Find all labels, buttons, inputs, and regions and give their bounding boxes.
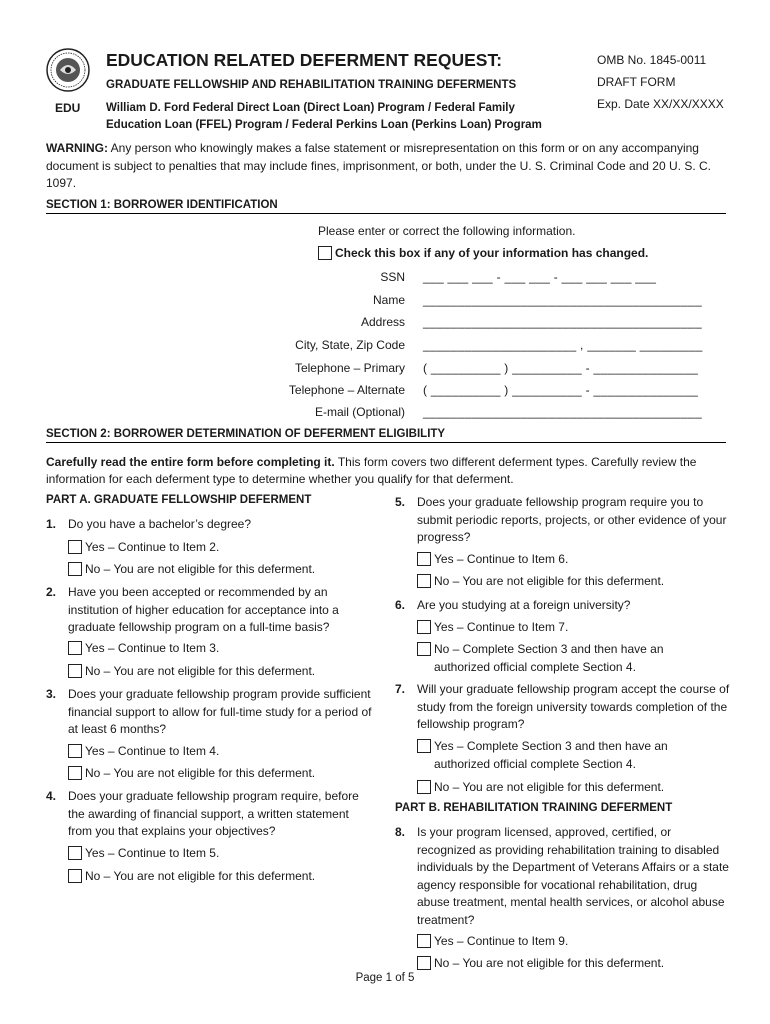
question-5: [395, 494, 730, 547]
q2-no-option[interactable]: [68, 663, 315, 681]
question-number: 3.: [46, 687, 57, 701]
q8-no-option[interactable]: [417, 955, 664, 973]
question-4: [46, 788, 376, 841]
department-seal-icon: [46, 48, 90, 92]
option-label: Yes – Continue to Item 3.: [85, 641, 220, 655]
city-state-zip-label: City, State, Zip Code: [295, 338, 405, 352]
q2-yes-checkbox[interactable]: [68, 641, 82, 655]
omb-block: [597, 49, 724, 115]
option-label: Yes – Continue to Item 4.: [85, 744, 220, 758]
option-label: Yes – Continue to Item 5.: [85, 846, 220, 860]
intro-bold: Carefully read the entire form before completing it.: [46, 455, 335, 469]
option-label: No – You are not eligible for this deferment.: [85, 869, 316, 883]
option-label: No – You are not eligible for this deferment.: [434, 956, 665, 970]
option-label: No – You are not eligible for this deferment.: [85, 664, 316, 678]
question-8: [395, 824, 730, 929]
q4-no-option[interactable]: [68, 868, 315, 886]
option-label: No – Complete Section 3 and then have an authorized official complete Section 4.: [434, 642, 664, 674]
q7-no-option[interactable]: [417, 779, 664, 797]
info-changed-checkbox[interactable]: [318, 246, 332, 260]
page-number: Page 1 of 5: [355, 972, 415, 984]
city-state-zip-field[interactable]: ______________________ , _______ _________: [423, 338, 703, 352]
option-label: No – You are not eligible for this deferment.: [434, 780, 665, 794]
intro-text: This form covers two different deferment types. Carefully review the information for each deferment type to determine whether you qualify for that deferment.: [46, 455, 697, 486]
section-1-heading: SECTION 1: BORROWER IDENTIFICATION: [46, 199, 726, 214]
option-label: Yes – Continue to Item 6.: [434, 552, 569, 566]
q2-no-checkbox[interactable]: [68, 664, 82, 678]
question-text: Are you studying at a foreign university?: [417, 598, 631, 612]
q6-no-checkbox[interactable]: [417, 642, 431, 656]
option-label: No – You are not eligible for this deferment.: [85, 766, 316, 780]
warning-text: [46, 140, 726, 193]
q8-yes-checkbox[interactable]: [417, 934, 431, 948]
info-changed-row: [318, 246, 648, 260]
q4-yes-option[interactable]: [68, 845, 219, 863]
q8-yes-option[interactable]: [417, 933, 568, 951]
question-text: Does your graduate fellowship program require, before the awarding of financial support, a written statement from you that explains your objectives?: [68, 789, 359, 838]
question-number: 7.: [395, 682, 406, 696]
q1-yes-option[interactable]: [68, 539, 219, 557]
q5-no-option[interactable]: [417, 573, 664, 591]
question-3: [46, 686, 376, 739]
q3-yes-checkbox[interactable]: [68, 744, 82, 758]
form-title: EDUCATION RELATED DEFERMENT REQUEST:: [106, 50, 503, 70]
warning-body: Any person who knowingly makes a false statement or misrepresentation on this form or on any accompanying document is subject to penalties that may include fines, imprisonment, or both, under the U. S. Criminal Code and 20 U. S. C. 1097.: [46, 141, 711, 190]
question-2: [46, 584, 376, 637]
option-label: No – You are not eligible for this deferment.: [85, 562, 316, 576]
q3-yes-option[interactable]: [68, 743, 219, 761]
question-number: 5.: [395, 495, 406, 509]
draft-label: DRAFT FORM: [597, 75, 676, 89]
q7-yes-option[interactable]: [417, 738, 707, 773]
section-1-prompt: Please enter or correct the following information.: [318, 224, 576, 238]
question-number: 1.: [46, 517, 57, 531]
omb-number: OMB No. 1845-0011: [597, 53, 707, 67]
question-number: 6.: [395, 598, 406, 612]
option-label: Yes – Continue to Item 7.: [434, 620, 569, 634]
warning-label: WARNING:: [46, 141, 108, 155]
email-field[interactable]: ________________________________________: [423, 405, 702, 419]
form-subtitle: GRADUATE FELLOWSHIP AND REHABILITATION TRAINING DEFERMENTS: [106, 79, 517, 91]
option-label: Yes – Continue to Item 2.: [85, 540, 220, 554]
info-changed-label: Check this box if any of your information has changed.: [335, 246, 649, 260]
ssn-field[interactable]: ___ ___ ___ - ___ ___ - ___ ___ ___ ___: [423, 270, 657, 284]
telephone-alternate-field[interactable]: ( __________ ) __________ - _______________: [423, 383, 699, 397]
question-text: Does your graduate fellowship program require you to submit periodic reports, projects, or other evidence of your progress?: [417, 495, 727, 544]
email-label: E-mail (Optional): [314, 405, 405, 419]
q5-yes-checkbox[interactable]: [417, 552, 431, 566]
q7-no-checkbox[interactable]: [417, 780, 431, 794]
q4-no-checkbox[interactable]: [68, 869, 82, 883]
option-label: No – You are not eligible for this deferment.: [434, 574, 665, 588]
program-line-2: Education Loan (FFEL) Program / Federal Perkins Loan (Perkins Loan) Program: [106, 119, 542, 131]
address-label: Address: [360, 315, 405, 329]
option-label: Yes – Continue to Item 9.: [434, 934, 569, 948]
q8-no-checkbox[interactable]: [417, 956, 431, 970]
telephone-alternate-label: Telephone – Alternate: [288, 383, 405, 397]
address-field[interactable]: ________________________________________: [423, 315, 702, 329]
question-number: 4.: [46, 789, 57, 803]
telephone-primary-label: Telephone – Primary: [294, 361, 405, 375]
part-b-heading: PART B. REHABILITATION TRAINING DEFERMENT: [395, 802, 673, 814]
option-label: Yes – Complete Section 3 and then have an authorized official complete Section 4.: [434, 739, 668, 771]
question-text: Does your graduate fellowship program provide sufficient financial support to allow for full-time study for a period of at least 6 months?: [68, 687, 372, 736]
question-text: Have you been accepted or recommended by an institution of higher education for acceptance into a graduate fellowship program on a full-time basis?: [68, 585, 339, 634]
question-number: 8.: [395, 825, 406, 839]
name-label: Name: [372, 293, 405, 307]
program-description: [106, 100, 542, 134]
q6-yes-checkbox[interactable]: [417, 620, 431, 634]
q6-no-option[interactable]: [417, 641, 707, 676]
q1-yes-checkbox[interactable]: [68, 540, 82, 554]
expiration-date: Exp. Date XX/XX/XXXX: [597, 97, 724, 111]
section-2-intro: [46, 454, 726, 488]
question-text: Will your graduate fellowship program accept the course of study from the foreign university towards completion of the fellowship program?: [417, 682, 730, 731]
q5-yes-option[interactable]: [417, 551, 568, 569]
part-a-heading: PART A. GRADUATE FELLOWSHIP DEFERMENT: [46, 494, 312, 506]
q3-no-checkbox[interactable]: [68, 766, 82, 780]
q2-yes-option[interactable]: [68, 640, 219, 658]
q1-no-checkbox[interactable]: [68, 562, 82, 576]
name-field[interactable]: ________________________________________: [423, 293, 702, 307]
question-number: 2.: [46, 585, 57, 599]
q1-no-option[interactable]: [68, 561, 315, 579]
question-6: [395, 597, 730, 615]
program-line-1: William D. Ford Federal Direct Loan (Direct Loan) Program / Federal Family: [106, 102, 515, 114]
q7-yes-checkbox[interactable]: [417, 739, 431, 753]
q3-no-option[interactable]: [68, 765, 315, 783]
question-1: [46, 516, 376, 534]
agency-label: EDU: [55, 101, 81, 115]
question-text: Is your program licensed, approved, certified, or recognized as providing rehabilitation training to disabled individuals by the Department of Veterans Affairs or a state agency responsible for vocational rehabilitation, drug abuse treatment, mental health services, or alcohol abuse treatment?: [417, 825, 729, 927]
q6-yes-option[interactable]: [417, 619, 568, 637]
question-text: Do you have a bachelor’s degree?: [68, 517, 252, 531]
telephone-primary-field[interactable]: ( __________ ) __________ - _______________: [423, 361, 699, 375]
q5-no-checkbox[interactable]: [417, 574, 431, 588]
question-7: [395, 681, 730, 734]
ssn-label: SSN: [380, 270, 405, 284]
q4-yes-checkbox[interactable]: [68, 846, 82, 860]
section-2-heading: SECTION 2: BORROWER DETERMINATION OF DEFERMENT ELIGIBILITY: [46, 428, 726, 443]
